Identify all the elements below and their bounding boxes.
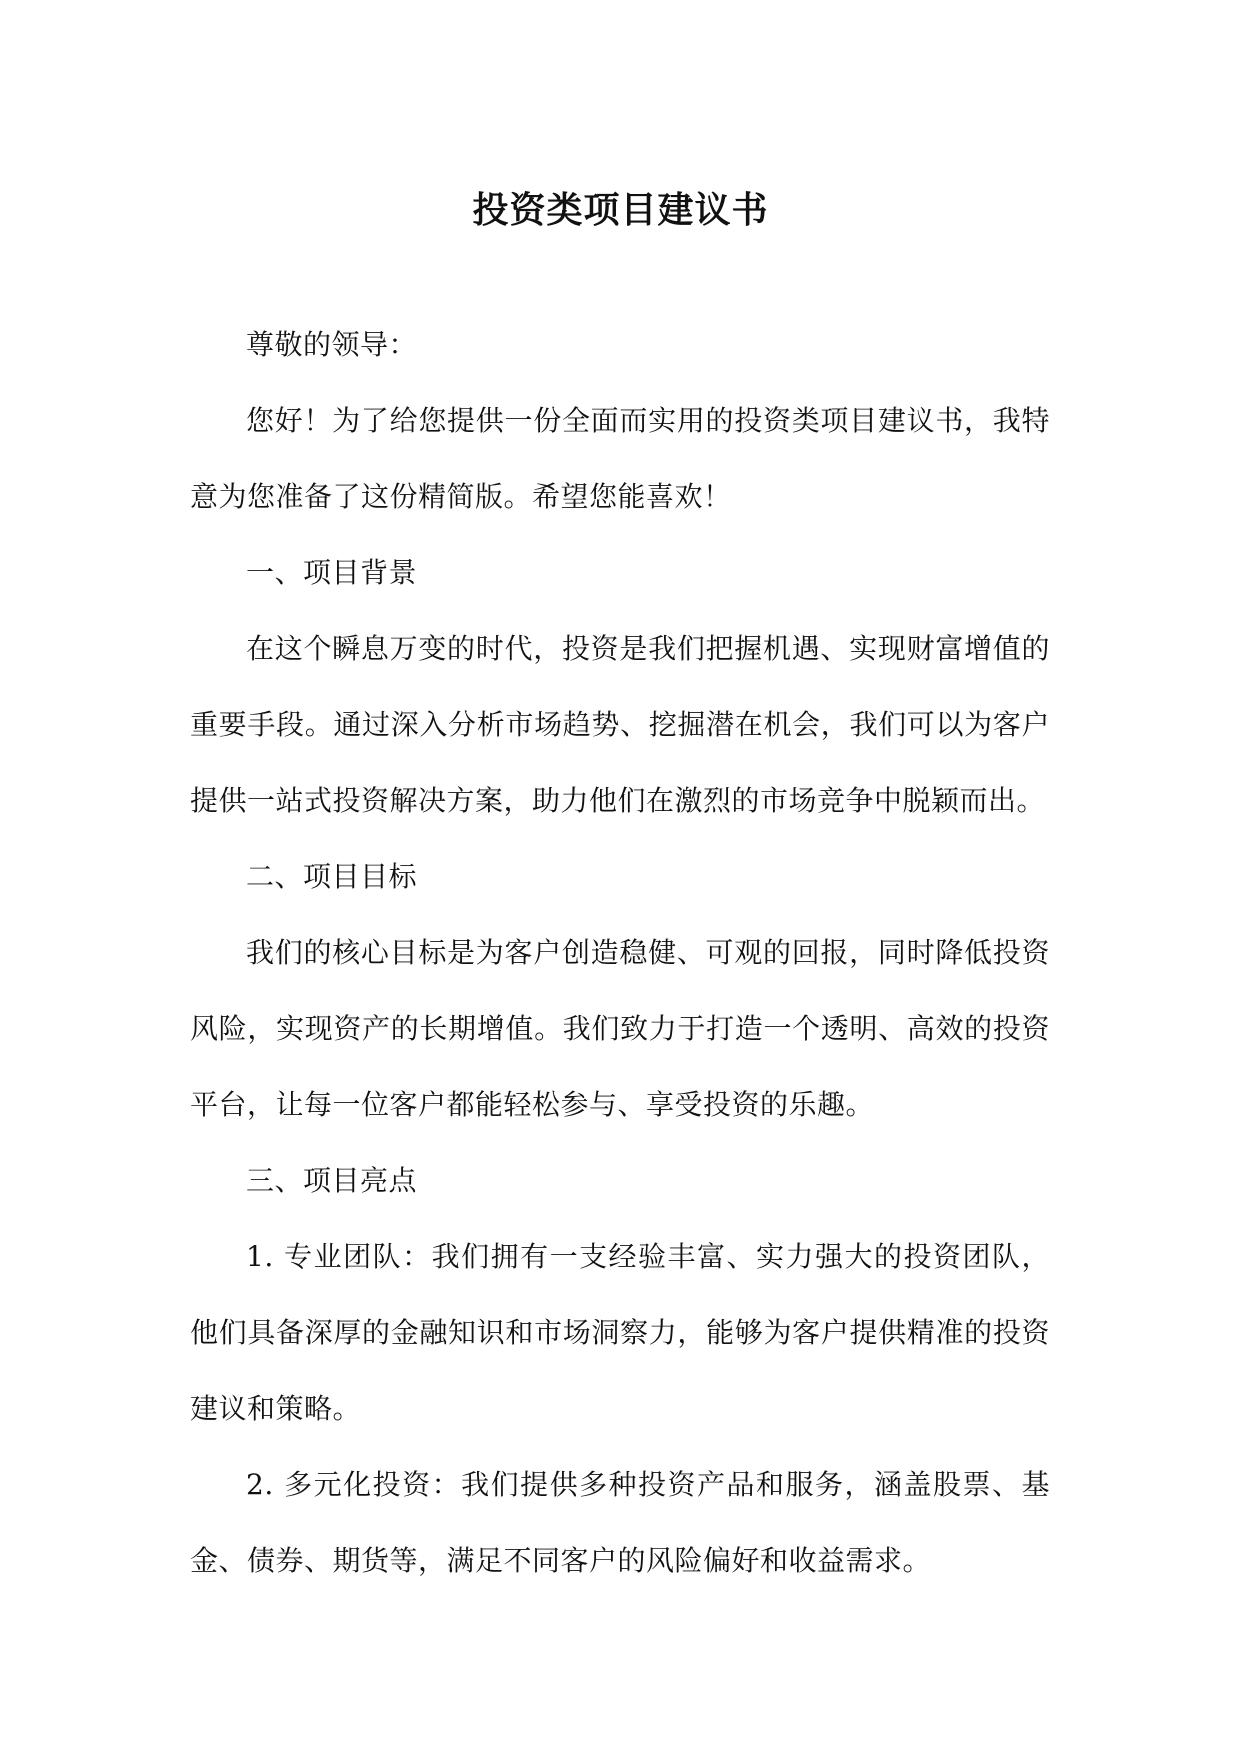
section-heading-highlights: 三、项目亮点	[246, 1164, 418, 1197]
highlight-item-2: 2. 多元化投资：我们提供多种投资产品和服务，涵盖股票、基金、债券、期货等，满足不同客户的风险偏好和收益需求。	[190, 1468, 1050, 1577]
background-paragraph: 在这个瞬息万变的时代，投资是我们把握机遇、实现财富增值的重要手段。通过深入分析市场趋势、挖掘潜在机会，我们可以为客户提供一站式投资解决方案，助力他们在激烈的市场竞争中脱颖而出。	[190, 632, 1050, 817]
highlight-item-1: 1. 专业团队：我们拥有一支经验丰富、实力强大的投资团队，他们具备深厚的金融知识和市场洞察力，能够为客户提供精准的投资建议和策略。	[190, 1240, 1050, 1425]
salutation: 尊敬的领导：	[246, 328, 418, 361]
section-heading-background: 一、项目背景	[246, 556, 418, 589]
intro-paragraph: 您好！为了给您提供一份全面而实用的投资类项目建议书，我特意为您准备了这份精简版。希望您能喜欢！	[190, 404, 1050, 513]
section-heading-goals: 二、项目目标	[246, 860, 418, 893]
document-body	[190, 307, 1050, 1599]
goals-paragraph: 我们的核心目标是为客户创造稳健、可观的回报，同时降低投资风险，实现资产的长期增值。我们致力于打造一个透明、高效的投资平台，让每一位客户都能轻松参与、享受投资的乐趣。	[190, 936, 1050, 1121]
document-title: 投资类项目建议书	[472, 189, 769, 231]
